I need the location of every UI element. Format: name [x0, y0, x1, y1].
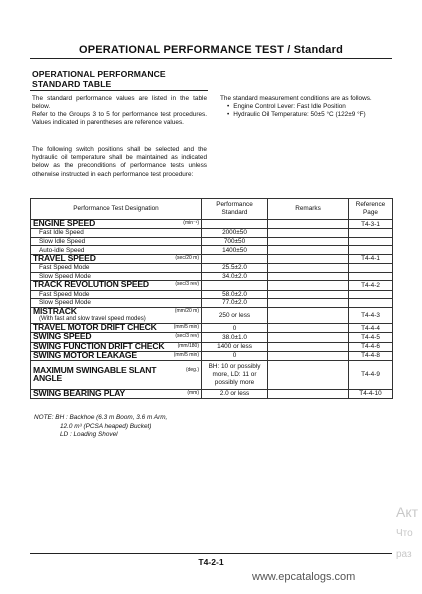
- remarks-cell: [268, 360, 349, 389]
- reference-cell: [349, 229, 393, 238]
- standard-cell: 58.0±2.0: [202, 290, 268, 299]
- designation-cell: [31, 264, 202, 273]
- category-label: SWING MOTOR LEAKAGE: [33, 351, 137, 360]
- designation-label: Slow Speed Mode: [39, 299, 91, 307]
- col-header-standard: Performance Standard: [202, 199, 268, 220]
- category-label: TRACK REVOLUTION SPEED: [33, 280, 149, 290]
- condition-bullet: • Engine Control Lever: Fast Idle Position: [227, 103, 400, 111]
- table-row: [31, 360, 393, 389]
- reference-cell: T4-4-10: [349, 389, 393, 398]
- standard-cell: 700±50: [202, 237, 268, 246]
- remarks-cell: [268, 333, 349, 342]
- designation-cell: [31, 229, 202, 238]
- table-row: [31, 333, 393, 342]
- designation-cell: [31, 254, 202, 263]
- remarks-cell: [268, 246, 349, 255]
- standard-cell: 77.0±2.0: [202, 299, 268, 308]
- table-row: [31, 324, 393, 333]
- remarks-cell: [268, 290, 349, 299]
- remarks-cell: [268, 220, 349, 229]
- standard-cell: 25.5±2.0: [202, 264, 268, 273]
- table-row: [31, 342, 393, 351]
- table-row: [31, 246, 393, 255]
- designation-cell: [31, 220, 202, 229]
- designation-cell: [31, 246, 202, 255]
- designation-label: Fast Speed Mode: [39, 290, 90, 298]
- table-row: [31, 351, 393, 360]
- ghost-text: раз: [396, 549, 412, 560]
- designation-label: Slow Idle Speed: [39, 237, 86, 245]
- designation-cell: [31, 290, 202, 299]
- designation-label: Slow Speed Mode: [39, 272, 91, 280]
- standard-cell: 1400±50: [202, 246, 268, 255]
- reference-cell: T4-4-5: [349, 333, 393, 342]
- note-line: LD : Loading Shovel: [60, 431, 118, 439]
- table-row: [31, 307, 393, 323]
- reference-cell: [349, 246, 393, 255]
- reference-cell: [349, 272, 393, 281]
- remarks-cell: [268, 264, 349, 273]
- table-note: [34, 414, 254, 440]
- table-row: [31, 229, 393, 238]
- reference-cell: [349, 237, 393, 246]
- remarks-cell: [268, 237, 349, 246]
- category-label: ENGINE SPEED: [33, 219, 96, 228]
- reference-cell: T4-3-1: [349, 220, 393, 229]
- reference-cell: T4-4-8: [349, 351, 393, 360]
- reference-cell: T4-4-2: [349, 281, 393, 290]
- section-heading: OPERATIONAL PERFORMANCE STANDARD TABLE: [32, 69, 166, 89]
- standard-cell: [202, 254, 268, 263]
- category-label: TRAVEL SPEED: [33, 254, 96, 263]
- reference-cell: T4-4-1: [349, 254, 393, 263]
- designation-label: Fast Speed Mode: [39, 264, 90, 272]
- unit-label: (sec/3 rev): [175, 281, 199, 288]
- table-row: [31, 281, 393, 290]
- table-row: [31, 254, 393, 263]
- standard-cell: 2000±50: [202, 229, 268, 238]
- intro-paragraph-1: The standard performance values are listed in the table below.: [32, 95, 207, 111]
- note-line: 12.0 m³ (PCSA heaped) Bucket): [60, 422, 152, 430]
- unit-label: (mm/5 min): [173, 324, 199, 331]
- unit-label: (sec/20 m): [175, 254, 199, 261]
- remarks-cell: [268, 229, 349, 238]
- heading-rule: [30, 90, 208, 91]
- table-header-row: [31, 199, 393, 220]
- col-header-designation: Performance Test Designation: [31, 199, 202, 220]
- remarks-cell: [268, 299, 349, 308]
- category-label: MISTRACK: [33, 307, 77, 316]
- watermark: www.epcatalogs.com: [252, 571, 356, 583]
- unit-label: (min⁻¹): [183, 220, 199, 226]
- remarks-cell: [268, 281, 349, 290]
- reference-cell: [349, 299, 393, 308]
- designation-cell: [31, 307, 202, 323]
- note-line: NOTE: BH : Backhoe (6.3 m Boom, 3.6 m Arm,: [34, 414, 168, 421]
- table-row: [31, 220, 393, 229]
- measurement-conditions: [220, 95, 400, 120]
- remarks-cell: [268, 307, 349, 323]
- table-row: [31, 290, 393, 299]
- table-row: [31, 389, 393, 398]
- designation-cell: [31, 237, 202, 246]
- reference-cell: [349, 264, 393, 273]
- designation-label: Fast Idle Speed: [39, 229, 84, 237]
- designation-cell: [31, 333, 202, 342]
- ghost-text: Что: [396, 528, 413, 539]
- table-row: [31, 237, 393, 246]
- standard-cell: 1400 or less: [202, 342, 268, 351]
- reference-cell: T4-4-9: [349, 360, 393, 389]
- unit-label: (deg.): [185, 366, 199, 373]
- table-row: [31, 272, 393, 281]
- designation-cell: [31, 360, 202, 389]
- unit-label: (sec/3 rev): [175, 333, 199, 340]
- designation-cell: [31, 299, 202, 308]
- standard-cell: [202, 281, 268, 290]
- table-row: [31, 299, 393, 308]
- title-rule: [30, 58, 392, 59]
- unit-label: (mm/180): [177, 342, 199, 349]
- performance-table: [30, 198, 393, 399]
- reference-cell: T4-4-3: [349, 307, 393, 323]
- designation-label: Auto-idle Speed: [39, 246, 85, 254]
- standard-cell: [202, 220, 268, 229]
- page-title: OPERATIONAL PERFORMANCE TEST / Standard: [78, 44, 344, 56]
- remarks-cell: [268, 272, 349, 281]
- remarks-cell: [268, 351, 349, 360]
- designation-cell: [31, 324, 202, 333]
- designation-cell: [31, 389, 202, 398]
- unit-label: (mm/20 m): [174, 307, 199, 314]
- category-label: TRAVEL MOTOR DRIFT CHECK: [33, 323, 157, 333]
- designation-subnote: (With fast and slow travel speed modes): [39, 315, 146, 322]
- standard-cell: 0: [202, 324, 268, 333]
- remarks-cell: [268, 342, 349, 351]
- reference-cell: T4-4-6: [349, 342, 393, 351]
- col-header-remarks: Remarks: [268, 199, 349, 220]
- standard-cell: 250 or less: [202, 307, 268, 323]
- intro-paragraph-2: Refer to the Groups 3 to 5 for performance test procedures. Values indicated in parentheses are reference values.: [32, 111, 207, 127]
- ghost-text: Акт: [396, 504, 419, 520]
- category-label: MAXIMUM SWINGABLE SLANT ANGLE: [33, 364, 157, 383]
- reference-cell: [349, 290, 393, 299]
- intro-paragraph-3: The following switch positions shall be selected and the hydraulic oil temperature shall be maintained as indicated below as the preconditions of performance tests unless otherwise instructed in each performance test procedure:: [32, 146, 207, 178]
- unit-label: (mm/5 min): [173, 351, 199, 358]
- standard-cell: 34.0±2.0: [202, 272, 268, 281]
- unit-label: (mm): [187, 389, 199, 396]
- remarks-cell: [268, 324, 349, 333]
- designation-cell: [31, 342, 202, 351]
- page-number: T4-2-1: [198, 557, 224, 567]
- category-label: SWING SPEED: [33, 332, 92, 342]
- remarks-cell: [268, 254, 349, 263]
- measurement-conditions-intro: The standard measurement conditions are as follows.: [220, 95, 372, 102]
- designation-cell: [31, 281, 202, 290]
- standard-cell: BH: 10 or possibly more, LD: 11 or possibly more: [202, 360, 268, 389]
- footer-rule: [30, 553, 392, 554]
- designation-cell: [31, 351, 202, 360]
- standard-cell: 0: [202, 351, 268, 360]
- standard-cell: 2.0 or less: [202, 389, 268, 398]
- standard-cell: 38.0±1.0: [202, 333, 268, 342]
- col-header-reference: Reference Page: [349, 199, 393, 220]
- remarks-cell: [268, 389, 349, 398]
- reference-cell: T4-4-4: [349, 324, 393, 333]
- category-label: SWING BEARING PLAY: [33, 389, 126, 398]
- category-label: SWING FUNCTION DRIFT CHECK: [33, 342, 165, 351]
- condition-bullet: • Hydraulic Oil Temperature: 50±5 °C (122±9 °F): [227, 111, 400, 119]
- designation-cell: [31, 272, 202, 281]
- table-row: [31, 264, 393, 273]
